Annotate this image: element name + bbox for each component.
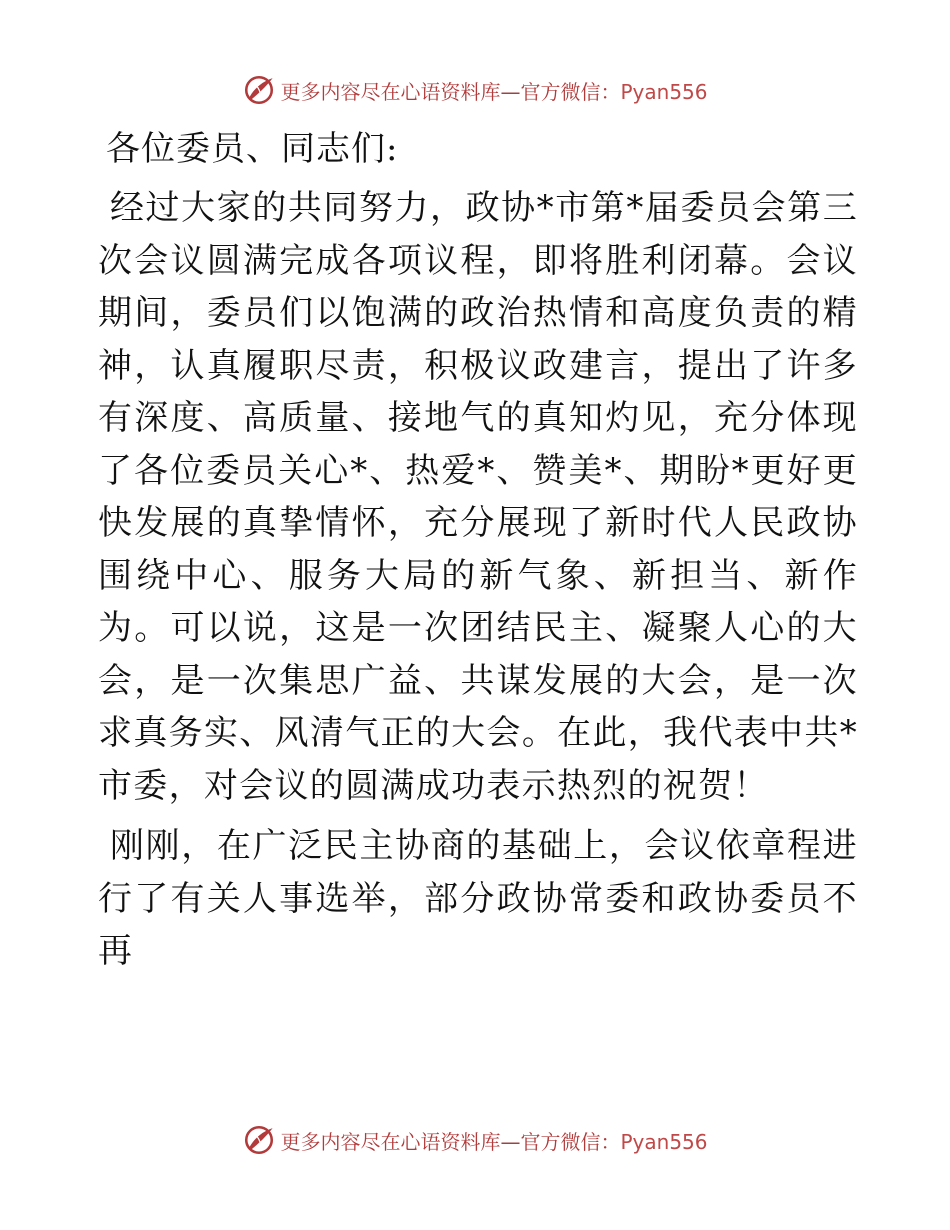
banner-main-text: 更多内容尽在心语资料库 xyxy=(280,79,501,104)
leaf-pen-logo-icon xyxy=(242,1123,276,1157)
paragraph-2: 刚刚，在广泛民主协商的基础上，会议依章程进行了有关人事选举，部分政协常委和政协委员不再 xyxy=(98,826,858,971)
banner-separator: — xyxy=(500,1129,521,1154)
banner-main-text: 更多内容尽在心语资料库 xyxy=(280,1129,501,1154)
banner-separator: — xyxy=(500,79,521,104)
document-body xyxy=(98,120,858,986)
banner-account: Pyan556 xyxy=(620,1129,708,1154)
footer-watermark-banner xyxy=(0,1120,950,1160)
leaf-pen-logo-icon xyxy=(242,73,276,107)
salutation: 各位委员、同志们: xyxy=(106,129,399,169)
banner-label: 官方微信： xyxy=(520,1129,621,1154)
paragraph-1: 经过大家的共同努力，政协*市第*届委员会第三次会议圆满完成各项议程，即将胜利闭幕。会议期间，委员们以饱满的政治热情和高度负责的精神，认真履职尽责，积极议政建言，提出了许多有深度、高质量、接地气的真知灼见，充分体现了各位委员关心*、热爱*、赞美*、期盼*更好更快发展的真挚情怀，充分展现了新时代人民政协围绕中心、服务大局的新气象、新担当、新作为。可以说，这是一次团结民主、凝聚人心的大会，是一次集思广益、共谋发展的大会，是一次求真务实、风清气正的大会。在此，我代表中共*市委，对会议的圆满成功表示热烈的祝贺！ xyxy=(98,188,858,806)
banner-account: Pyan556 xyxy=(620,79,708,104)
banner-label: 官方微信： xyxy=(520,79,621,104)
header-watermark-banner xyxy=(0,70,950,110)
